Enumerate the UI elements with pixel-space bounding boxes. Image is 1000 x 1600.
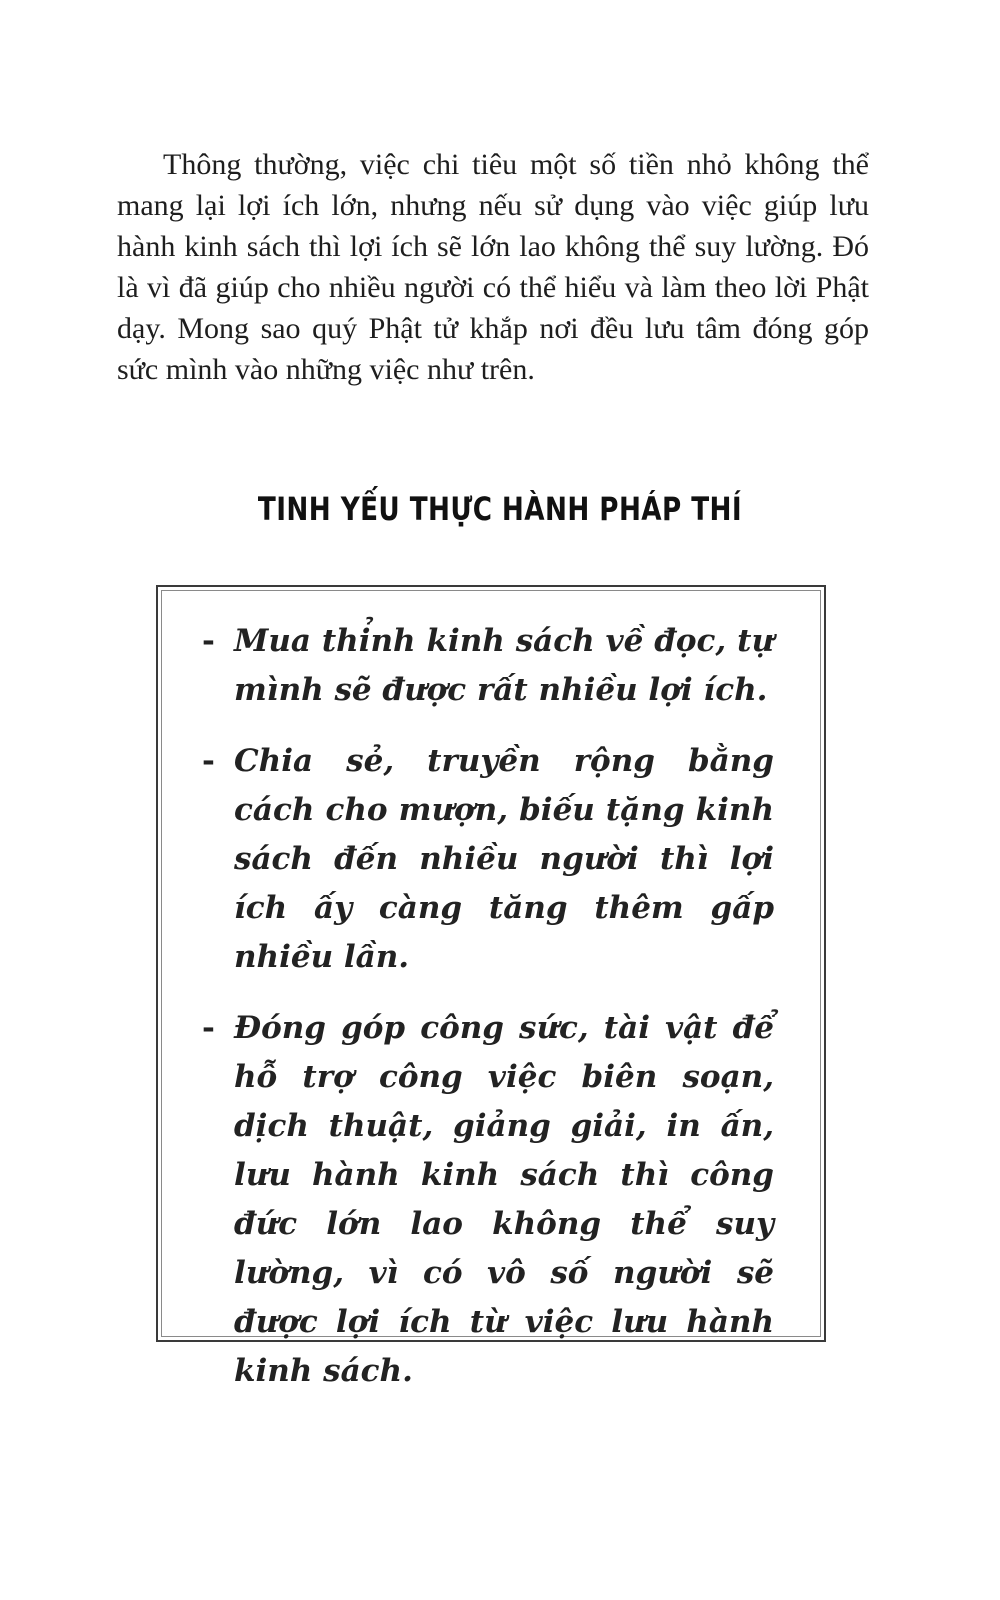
practice-box — [156, 585, 826, 1389]
list-item — [202, 737, 774, 982]
list-item-text: Mua thỉnh kinh sách về đọc, tự mình sẽ được rất nhiều lợi ích. — [234, 623, 774, 708]
dash-bullet: - — [202, 623, 215, 659]
list-item — [202, 617, 774, 715]
section-title: TINH YẾU THỰC HÀNH PHÁP THÍ — [257, 490, 743, 528]
intro-paragraph: Thông thường, việc chi tiêu một số tiền nhỏ không thể mang lại lợi ích lớn, nhưng nếu sử dụng vào việc giúp lưu hành kinh sách thì lợi ích sẽ lớn lao không thể suy lường. Đó là vì đã giúp cho nhiều người có thể hiểu và làm theo lời Phật dạy. Mong sao quý Phật tử khắp nơi đều lưu tâm đóng góp sức mình vào những việc như trên. — [117, 148, 869, 386]
dash-bullet: - — [202, 743, 215, 779]
list-item — [202, 1004, 774, 1396]
dash-bullet: - — [202, 1010, 215, 1046]
list-item-text: Chia sẻ, truyền rộng bằng cách cho mượn, biếu tặng kinh sách đến nhiều người thì lợi ích ấy càng tăng thêm gấp nhiều lần. — [234, 743, 774, 975]
list-item-text: Đóng góp công sức, tài vật để hỗ trợ công việc biên soạn, dịch thuật, giảng giải, in ấn, lưu hành kinh sách thì công đức lớn lao không thể suy lường, vì có vô số người sẽ được lợi ích từ việc lưu hành kinh sách. — [234, 1010, 774, 1389]
practice-list — [202, 617, 774, 1418]
